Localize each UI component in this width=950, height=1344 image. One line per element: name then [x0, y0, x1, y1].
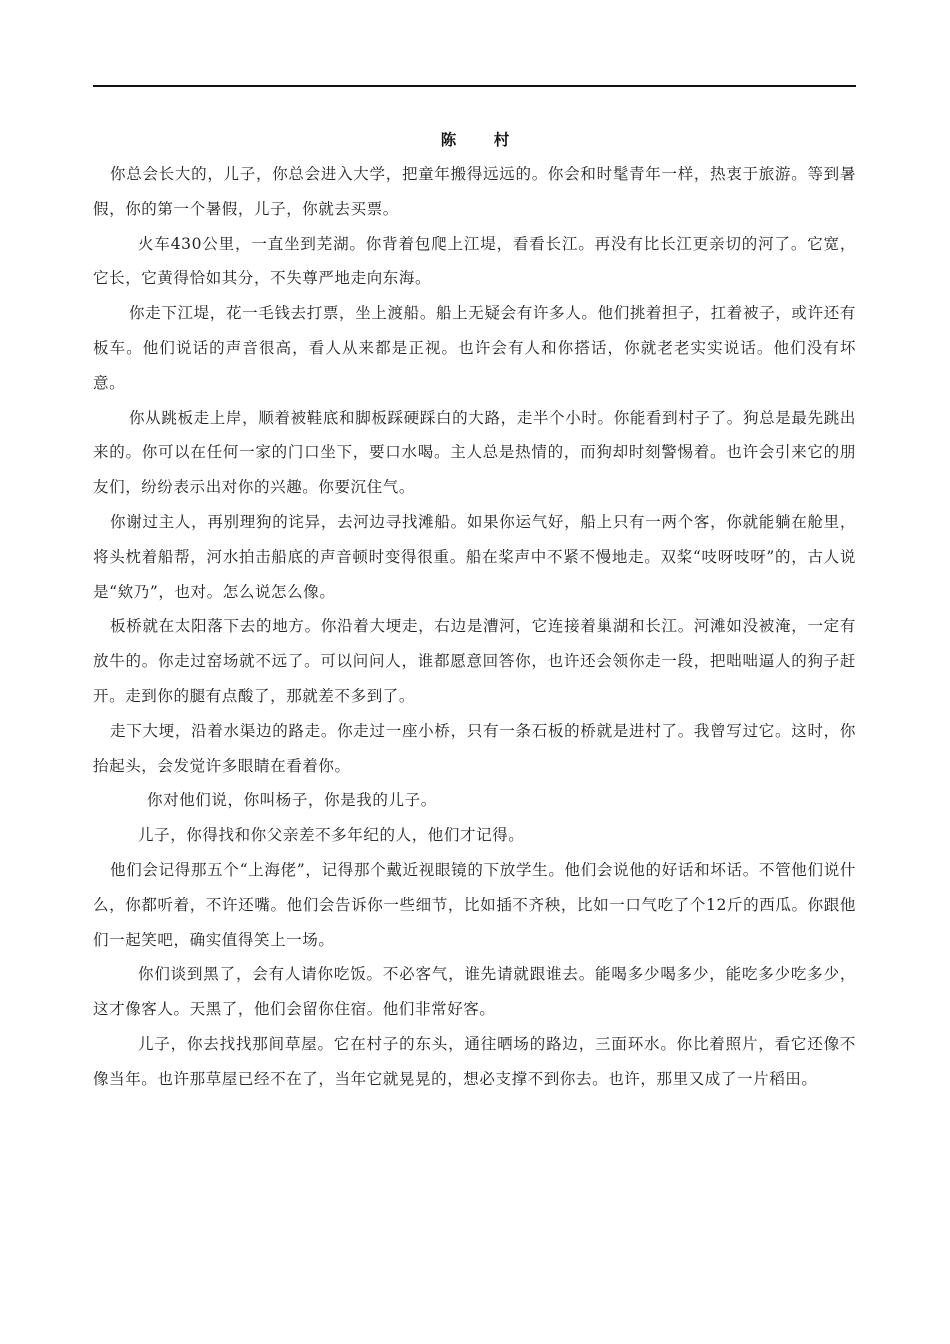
paragraph: 儿子，你得找和你父亲差不多年纪的人，他们才记得。 — [138, 826, 525, 845]
paragraph: 他们会记得那五个“上海佬”，记得那个戴近视眼镜的下放学生。他们会说他的好话和坏话。不管他们说什么，你都听着，不许还嘴。他们会告诉你一些细节，比如插不齐秧，比如一口气吃了个12斤的西瓜。你跟他们一起笑吧，确实值得笑上一场。 — [93, 860, 856, 949]
paragraph: 你走下江堤，花一毛钱去打票，坐上渡船。船上无疑会有许多人。他们挑着担子，扛着被子，或许还有板车。他们说话的声音很高，看人从来都是正视。也许会有人和你搭话，你就老老实实说话。他们没有坏意。 — [93, 304, 856, 392]
paragraph: 走下大埂，沿着水渠边的路走。你走过一座小桥，只有一条石板的桥就是进村了。我曾写过它。这时，你抬起头，会发觉许多眼睛在看着你。 — [93, 721, 856, 775]
header-rule — [93, 85, 856, 87]
paragraph: 你谢过主人，再别理狗的诧异，去河边寻找滩船。如果你运气好，船上只有一两个客，你就能躺在舱里，将头枕着船帮，河水拍击船底的声音顿时变得很重。船在桨声中不紧不慢地走。双桨“吱呀吱呀”的，古人说是“欸乃”，也对。怎么说怎么像。 — [93, 512, 856, 601]
page-title: 陈 村 — [440, 130, 526, 149]
paragraph: 板桥就在太阳落下去的地方。你沿着大埂走，右边是漕河，它连接着巢湖和长江。河滩如没被淹，一定有放牛的。你走过窑场就不远了。可以问问人，谁都愿意回答你，也许还会领你走一段，把咄咄逼人的狗子赶开。走到你的腿有点酸了，那就差不多到了。 — [93, 617, 856, 705]
paragraph: 你对他们说，你叫杨子，你是我的儿子。 — [147, 791, 437, 810]
paragraph: 你从跳板走上岸，顺着被鞋底和脚板踩硬踩白的大路，走半个小时。你能看到村子了。狗总是最先跳出来的。你可以在任何一家的门口坐下，要口水喝。主人总是热情的，而狗却时刻警惕着。也许会引来它的朋友们，纷纷表示出对你的兴趣。你要沉住气。 — [93, 408, 856, 497]
paragraph: 儿子，你去找找那间草屋。它在村子的东头，通往晒场的路边，三面环水。你比着照片，看它还像不像当年。也许那草屋已经不在了，当年它就晃晃的，想必支撑不到你去。也许，那里又成了一片稻田。 — [93, 1034, 856, 1088]
article-body — [93, 157, 856, 1097]
paragraph: 你总会长大的，儿子，你总会进入大学，把童年搬得远远的。你会和时髦青年一样，热衷于旅游。等到暑假，你的第一个暑假，儿子，你就去买票。 — [93, 165, 856, 218]
paragraph: 火车430公里，一直坐到芜湖。你背着包爬上江堤，看看长江。再没有比长江更亲切的河了。它宽，它长，它黄得恰如其分，不失尊严地走向东海。 — [93, 234, 856, 288]
paragraph: 你们谈到黑了，会有人请你吃饭。不必客气，谁先请就跟谁去。能喝多少喝多少，能吃多少吃多少，这才像客人。天黑了，他们会留你住宿。他们非常好客。 — [93, 965, 856, 1019]
